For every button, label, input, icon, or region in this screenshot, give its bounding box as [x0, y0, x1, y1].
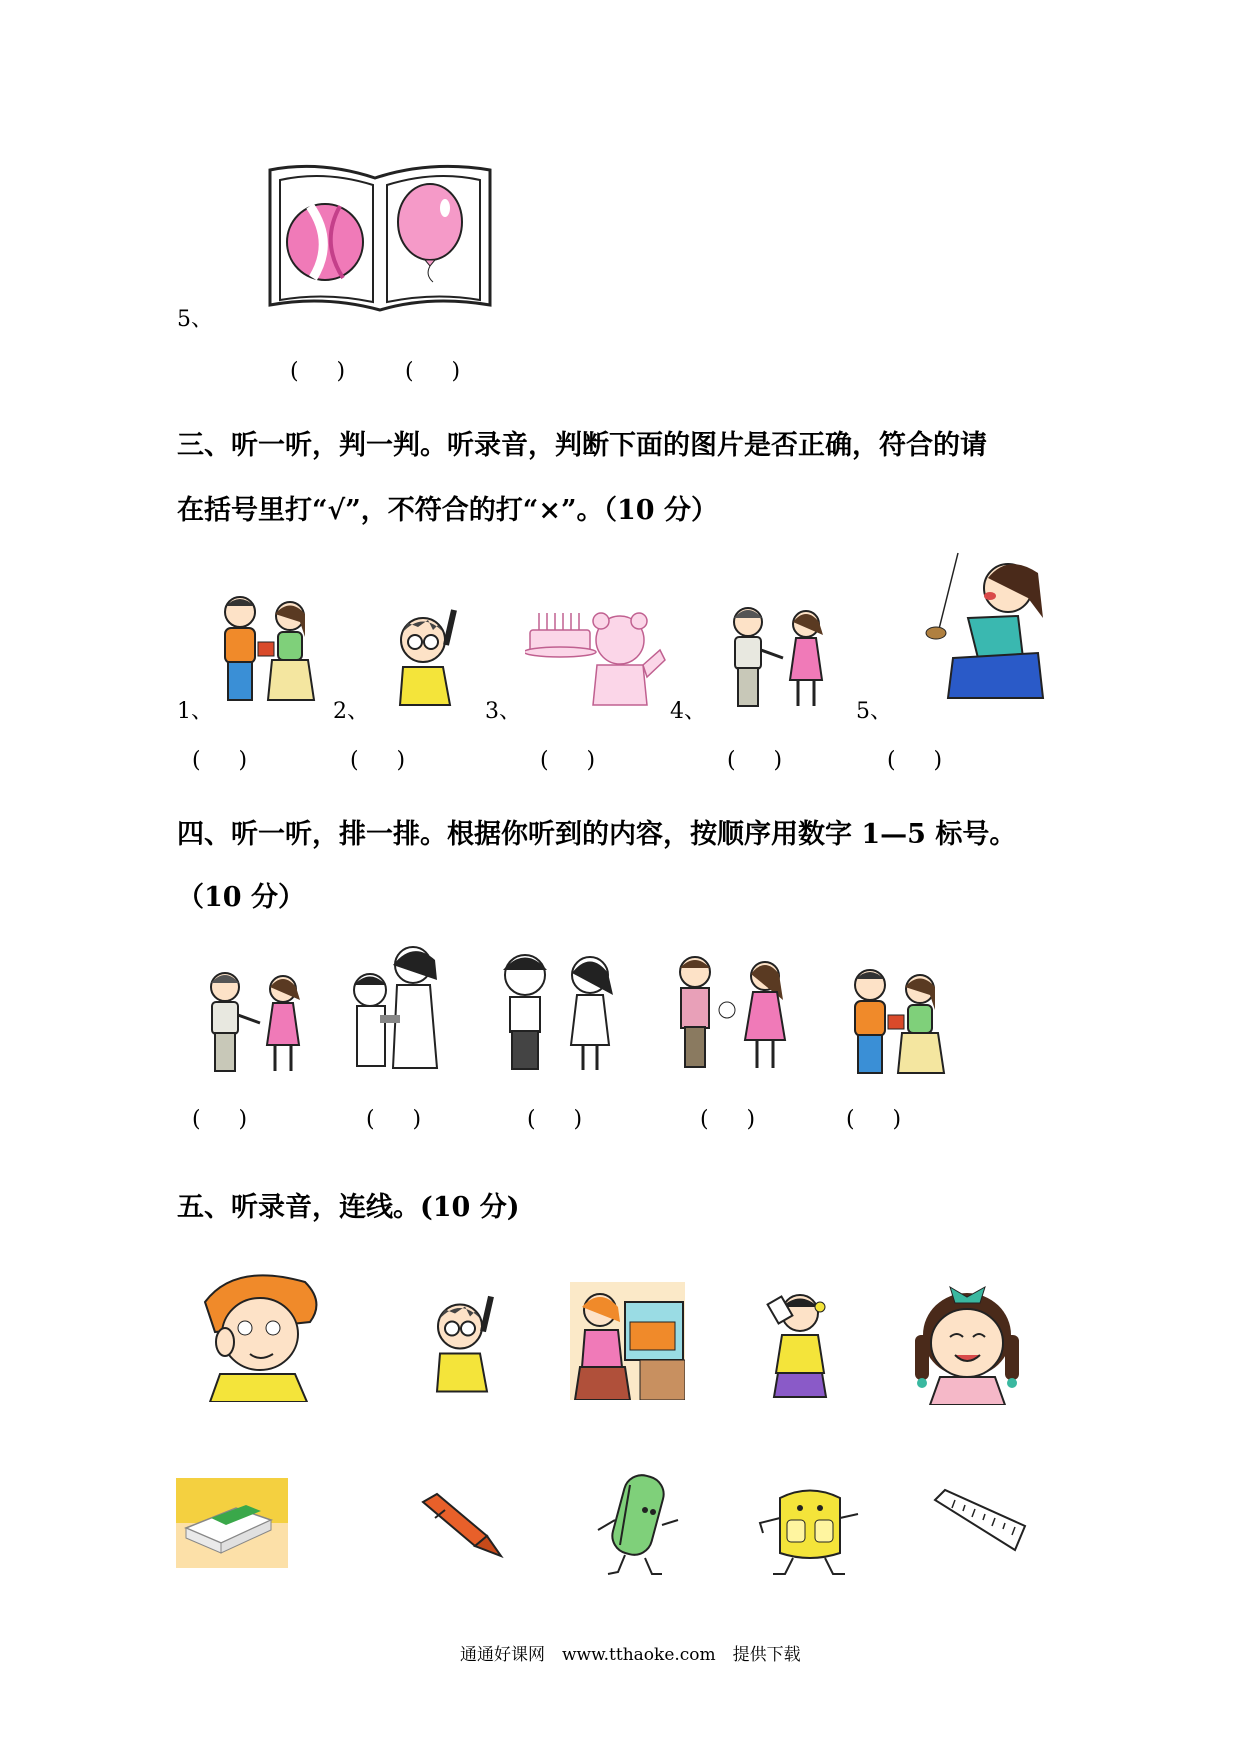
girl-with-kite-string-image: [898, 548, 1048, 713]
section-3-number-2: 2、: [333, 699, 369, 724]
boy-raising-hand-image: [388, 605, 468, 710]
answer-paren-s4-2[interactable]: ( ): [366, 1107, 424, 1132]
girl-drinking-image: [760, 1285, 840, 1400]
section-3-number-4: 4、: [670, 699, 706, 724]
question-number-5: 5、: [177, 307, 213, 332]
answer-paren-s3-2[interactable]: ( ): [350, 748, 408, 773]
section-3-heading-line2: 在括号里打“√”，不符合的打“×”。（10 分）: [177, 495, 718, 526]
section-4-heading-line1: 四、听一听，排一排。根据你听到的内容，按顺序用数字 1—5 标号。: [177, 819, 1017, 850]
answer-paren-q5-1[interactable]: ( ): [290, 359, 348, 384]
section-3-number-3: 3、: [485, 699, 521, 724]
ball-icon: [287, 204, 363, 280]
answer-paren-q5-2[interactable]: ( ): [405, 359, 463, 384]
eraser-image: [176, 1478, 288, 1568]
crayon-image: [415, 1490, 505, 1560]
girl-baking-cake-image: [570, 1282, 685, 1400]
answer-paren-s3-4[interactable]: ( ): [727, 748, 785, 773]
boy-girl-handshake-image: [195, 965, 315, 1077]
boy-girl-with-toy-image: [665, 950, 800, 1080]
boy-gives-gift-girl-image: [210, 592, 330, 712]
section-4-heading-line2: （10 分）: [177, 882, 305, 913]
section-3-heading-line1: 三、听一听，判一判。听录音，判断下面的图片是否正确，符合的请: [177, 430, 987, 461]
open-book-ball-balloon-image: [265, 160, 495, 320]
answer-paren-s4-5[interactable]: ( ): [846, 1107, 904, 1132]
boy-girl-handshake-image: [718, 600, 838, 712]
answer-paren-s3-1[interactable]: ( ): [192, 748, 250, 773]
boy-raising-hand-image: [425, 1290, 505, 1398]
ruler-image: [930, 1488, 1030, 1560]
answer-paren-s3-3[interactable]: ( ): [540, 748, 598, 773]
section-3-number-1: 1、: [177, 699, 213, 724]
section-5-heading: 五、听录音，连线。(10 分): [177, 1192, 520, 1223]
smiling-girl-image: [905, 1275, 1030, 1405]
schoolbag-character-image: [755, 1478, 865, 1578]
mother-and-child-image: [345, 940, 445, 1070]
answer-paren-s4-3[interactable]: ( ): [527, 1107, 585, 1132]
answer-paren-s3-5[interactable]: ( ): [887, 748, 945, 773]
pencil-case-character-image: [590, 1470, 685, 1580]
boy-touching-face-image: [195, 1262, 330, 1402]
answer-paren-s4-4[interactable]: ( ): [700, 1107, 758, 1132]
boy-girl-greeting-image: [485, 945, 635, 1075]
boy-gives-gift-girl-image: [840, 965, 960, 1077]
footer-text: 通通好课网 www.tthaoke.com 提供下载: [460, 1645, 801, 1665]
answer-paren-s4-1[interactable]: ( ): [192, 1107, 250, 1132]
bear-birthday-cake-image: [525, 605, 670, 710]
section-3-number-5: 5、: [856, 699, 892, 724]
